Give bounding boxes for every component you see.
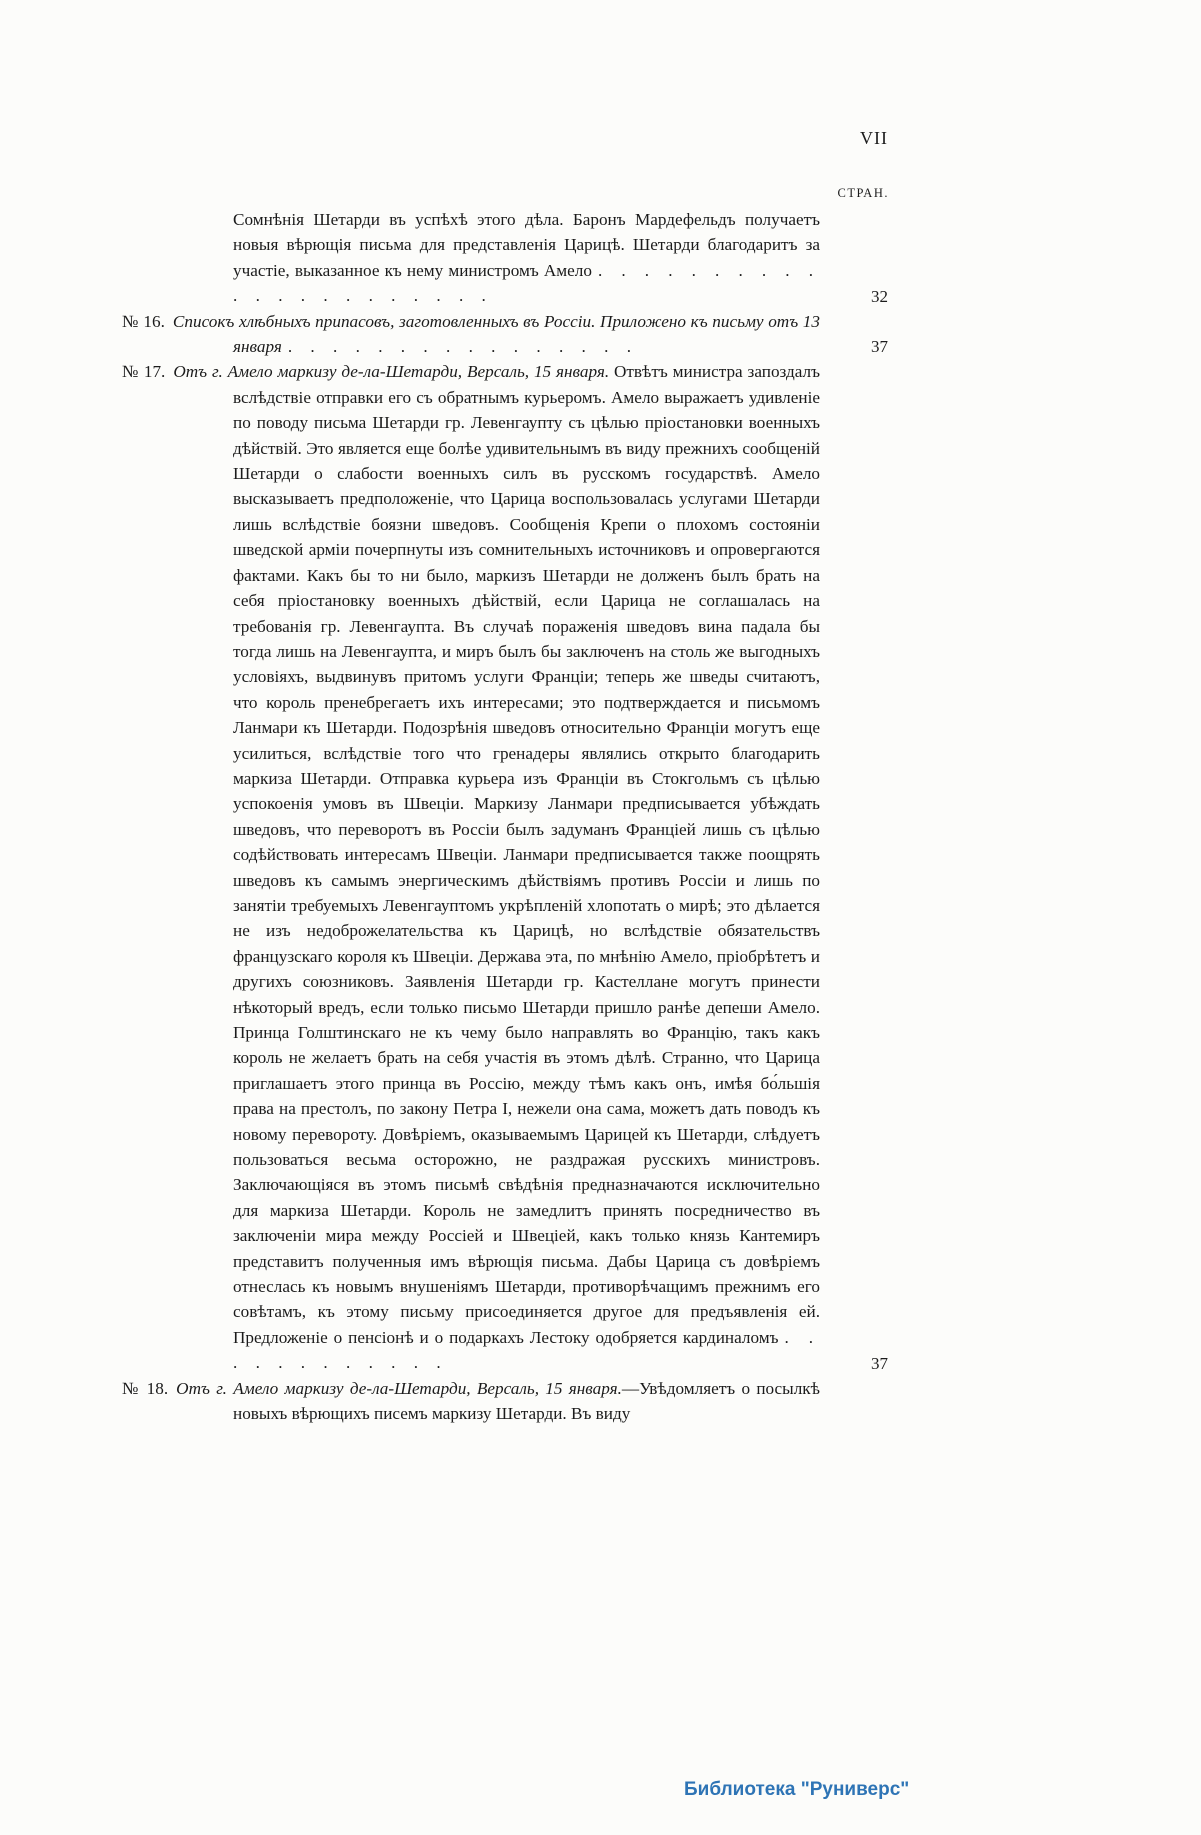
table-of-contents: [122, 207, 888, 1427]
library-watermark: Библиотека "Руниверс": [684, 1779, 910, 1800]
entry-number: № 18.: [122, 1378, 169, 1398]
entry-page-number: 32: [871, 286, 888, 306]
toc-entry: [122, 309, 888, 360]
dot-leader: . . . . . . . . . . . . . . . . . . . . . .: [233, 260, 820, 306]
entry-summary: Отвѣтъ министра запоздалъ вслѣдствіе отправки его съ обратнымъ курьеромъ. Амело выражаетъ удивленіе по поводу письма Шетарди гр. Левенгаупту съ цѣлью пріостановки военныхъ дѣйствій. Это является еще болѣе удивительнымъ въ виду прежнихъ сообщеній Шетарди о слабости военныхъ силъ въ русскомъ государствѣ. Амело высказываетъ предположеніе, что Царица воспользовалась услугами Шетарди лишь вслѣдствіе боязни шведовъ. Сообщенія Крепи о плохомъ состояніи шведской арміи почерпнуты изъ сомнительныхъ источниковъ и опровергаются фактами. Какъ бы то ни было, маркизъ Шетарди не долженъ былъ брать на себя пріостановку военныхъ дѣйствій, если Царица не соглашалась на требованія гр. Левенгаупта. Въ случаѣ пораженія шведовъ вина падала бы тогда лишь на Левенгаупта, и миръ былъ бы заключенъ на столь же выгодныхъ условіяхъ, выдвинувъ притомъ услуги Франціи; теперь же шведы считаютъ, что король пренебрегаетъ ихъ интересами; это подтверждается и письмомъ Ланмари къ Шетарди. Подозрѣнія шведовъ относительно Франціи могутъ еще усилиться, вслѣдствіе того что гренадеры являлись открыто благодарить маркиза Шетарди. Отправка курьера изъ Франціи въ Стокгольмъ съ цѣлью успокоенія умовъ въ Швеціи. Маркизу Ланмари предписывается убѣждать шведовъ, что переворотъ въ Россіи былъ задуманъ Франціей лишь съ цѣлью содѣйствовать интересамъ Швеціи. Ланмари предписывается также поощрять шведовъ къ самымъ энергическимъ дѣйствіямъ противъ Россіи и лишь по занятіи требуемыхъ Левенгауптомъ укрѣпленій хлопотать о мирѣ; это дѣлается не изъ недоброжелательства къ Царицѣ, но вслѣдствіе обязательствъ французскаго короля къ Швеціи. Держава эта, по мнѣнію Амело, пріобрѣтетъ и другихъ союзниковъ. Заявленія Шетарди гр. Кастеллане могутъ принести нѣкоторый вредъ, если только письмо Шетарди пришло ранѣе депеши Амело. Принца Голштинскаго не къ чему было направлять во Францію, такъ какъ король не желаетъ брать на себя участія въ этомъ дѣлѣ. Странно, что Царица приглашаетъ этого принца въ Россію, между тѣмъ какъ онъ, имѣя бо́льшія права на престолъ, по закону Петра I, нежели она сама, можетъ дать поводъ къ новому перевороту. Довѣріемъ, оказываемымъ Царицей къ Шетарди, слѣдуетъ пользоваться весьма осторожно, не раздражая русскихъ министровъ. Заключающіяся въ этомъ письмѣ свѣдѣнія предназначаются исключительно для маркиза Шетарди. Король не замедлитъ принять посредничество въ заключеніи мира между Россіей и Швеціей, какъ только князь Кантемиръ представитъ полученныя имъ вѣрющія письма. Дабы Царица съ довѣріемъ отнеслась къ новымъ внушеніямъ Шетарди, противорѣчащимъ прежнимъ его совѣтамъ, къ этому письму присоединяется другое для предъявленія ей. Предложеніе о пенсіонѣ и о подаркахъ Лестоку одобряется кардиналомъ: [233, 362, 821, 1347]
entry-title-italic: Отъ г. Амело маркизу де-ла-Шетарди, Версаль, 15 января.: [176, 1378, 622, 1398]
entry-summary: Сомнѣнія Шетарди въ успѣхѣ этого дѣла. Баронъ Мардефельдъ получаетъ новыя вѣрющія письма для представленія Царицѣ. Шетарди благодаритъ за участіе, выказанное къ нему министромъ Амело: [233, 210, 820, 280]
entry-page-number: 37: [871, 1353, 888, 1373]
entry-text: [122, 309, 820, 360]
entry-number: № 17.: [122, 362, 166, 382]
page-folio: VII: [860, 128, 888, 148]
entry-title-italic: Списокъ хлѣбныхъ припасовъ, заготовленныхъ въ Россіи. Приложено къ письму отъ 13 января: [172, 311, 820, 357]
dot-leader: . . . . . . . . . . . . . . . .: [287, 337, 639, 357]
entry-page-number: 37: [871, 337, 888, 357]
toc-entry: [122, 207, 888, 309]
entry-text: [122, 1376, 820, 1427]
entry-text: [122, 359, 821, 1375]
entry-title-italic: Отъ г. Амело маркизу де-ла-Шетарди, Версаль, 15 января.: [173, 362, 610, 382]
toc-entry: [122, 1376, 888, 1427]
entry-text: [233, 207, 820, 309]
entry-number: № 16.: [122, 311, 165, 331]
toc-entry: [122, 359, 888, 1375]
entry-summary: —Увѣдомляетъ о посылкѣ новыхъ вѣрющихъ писемъ маркизу Шетарди. Въ виду: [233, 1378, 820, 1424]
page-column-header: СТРАН.: [837, 186, 889, 200]
dot-leader: . . . . . . . . . . . .: [233, 1327, 821, 1373]
